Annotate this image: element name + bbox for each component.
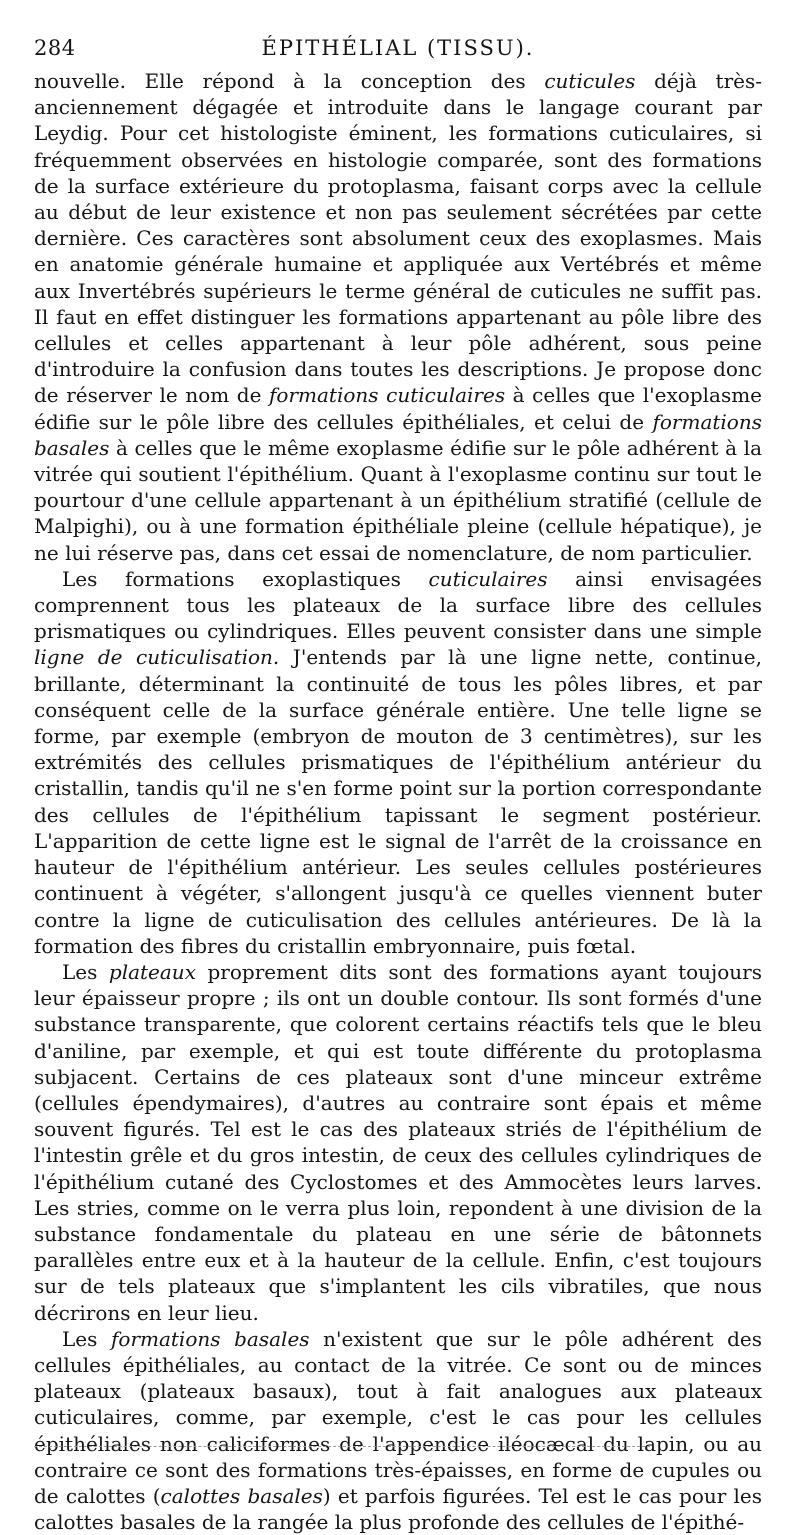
text-run: proprement dits sont des formations ayant toujours leur épaisseur propre ; ils ont un double contour. Ils sont formés d'une substance transparente, que colorent certains réactifs tels que le bleu d'aniline, par exemple, et qui est toute différente du protoplasma subjacent. Certains de ces plateaux sont d'une minceur extrême (cellules épendymaires), d'autres au contraire sont épais et même souvent figurés. Tel est le cas des plateaux striés de l'épithélium de l'intestin grêle et du gros intestin, de ceux des cellules cylindriques de l'épithélium cutané des Cyclostomes et des Ammocètes leurs larves. Les stries, comme on le verra plus loin, repondent à une division de la substance fondamentale du plateau en une série de bâtonnets parallèles entre eux et à la hauteur de la cellule. Enfin, c'est toujours sur de tels plateaux que s'implantent les cils vibratiles, que nous décrirons en leur lieu. — [34, 959, 762, 1325]
text-run: à celles que le même exoplasme édifie sur le pôle adhérent à la vitrée qui soutient l'épithélium. Quant à l'exoplasme continu sur tout le pourtour d'une cellule appartenant à un épithélium stratifié (cellule de Malpighi), ou à une formation épithéliale pleine (cellule hépatique), je ne lui réserve pas, dans cet essai de nomenclature, de nom particulier. — [34, 435, 762, 565]
text-run: J'entends par là une ligne nette, continue, brillante, déterminant la continuité de tous les pôles libres, et par conséquent celle de la surface générale entière. Une telle ligne se forme, par exemple (embryon de mouton de 3 centimètres), sur les extrémités des cellules prismatiques de l'épithélium antérieur du cristallin, tandis qu'il ne s'en forme point sur la portion correspondante des cellules de l'épithélium tapissant le segment postérieur. L'apparition de cette ligne est le signal de l'arrêt de la croissance en hauteur de l'épithélium antérieur. Les seules cellules postérieures continuent à végéter, s'allongent jusqu'à ce quelles viennent buter contre la ligne de cuticulisation des cellules antérieures. De là la formation des fibres du cristallin embryonnaire, puis fœtal. — [34, 645, 762, 958]
text-run: déjà très-anciennement dégagée et introduite dans le langage courant par Leydig. Pour cet histologiste éminent, les formations cuticulaires, si fréquemment observées en histologie comparée, sont des formations de la surface extérieure du protoplasma, faisant corps avec la cellule au début de leur existence et non pas seulement sécrétées par cette dernière. Ces caractères sont absolument ceux des exoplasmes. Mais en anatomie générale humaine et appliquée aux Vertébrés et même aux Invertébrés supérieurs le terme général de cuticules ne suffit pas. Il faut en effet distinguer les formations appartenant au pôle libre des cellules et celles appartenant à leur pôle adhérent, sous peine d'introduire la confusion dans toutes les descriptions. Je propose donc de réserver le nom de — [34, 69, 763, 408]
page-header — [34, 26, 762, 66]
text-run: Les — [62, 1326, 111, 1351]
page-number: 284 — [34, 36, 76, 60]
paragraph — [34, 566, 762, 959]
text-run: Les — [62, 959, 109, 984]
text-run: ainsi envisagées comprennent tous les plateaux de la surface libre des cellules prismatiques ou cylindriques. Elles peuvent consister dans une simple — [34, 566, 762, 644]
text-run: n'existent que sur le pôle adhérent des cellules épithéliales, au contact de la vitrée. Ce sont ou de minces plateaux (plateaux basaux), tout à fait analogues aux plateaux cuticulaires, comme, par exemple, c'est le cas pour les cellules épithéliales non caliciformes de l'appendice iléocæcal du lapin, ou au contraire ce sont des formations très-épaisses, en forme de cupules ou de calottes ( — [34, 1326, 762, 1508]
italic-text: calottes basales — [160, 1483, 323, 1508]
italic-text: ligne de cuticulisation. — [34, 645, 280, 670]
paragraph — [34, 68, 762, 566]
paragraph — [34, 1326, 762, 1535]
italic-text: formations basales — [111, 1326, 310, 1351]
text-run: nouvelle. Elle répond à la conception des — [34, 69, 545, 93]
italic-text: formations basales — [34, 409, 762, 460]
body-text — [34, 68, 762, 1535]
text-run: à celles que l'exoplasme édifie sur le pôle libre des cellules épithéliales, et celui de — [34, 383, 763, 434]
running-title: ÉPITHÉLIAL (TISSU). — [261, 36, 535, 60]
italic-text: cuticules — [544, 69, 636, 93]
paragraph — [34, 959, 762, 1326]
text-run: ) et parfois figurées. Tel est le cas pour les calottes basales de la rangée la plus profonde des cellules de l'épithé- — [34, 1483, 762, 1535]
italic-text: cuticulaires — [428, 566, 548, 591]
italic-text: plateaux — [108, 959, 196, 984]
italic-text: formations cuticulaires — [269, 383, 506, 408]
text-run: Les formations exoplastiques — [62, 566, 429, 591]
footer-rule — [34, 1446, 650, 1447]
